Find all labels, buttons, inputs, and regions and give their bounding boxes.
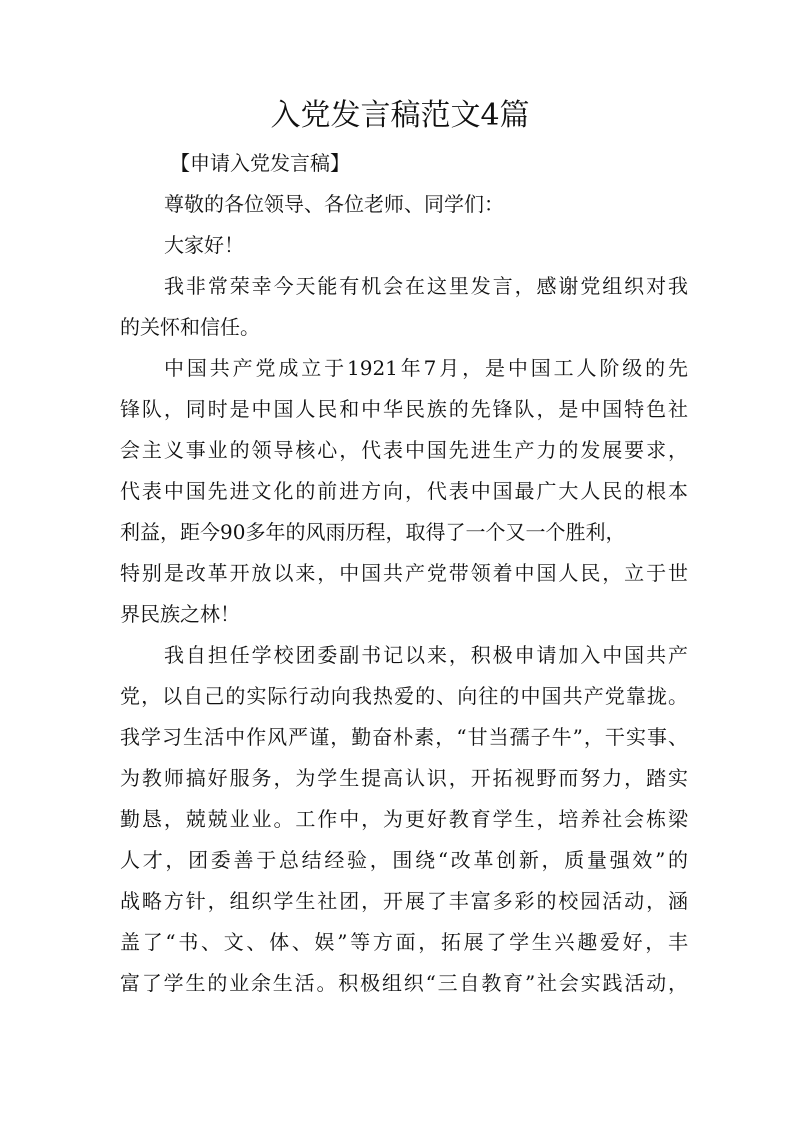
paragraph-line: 盖了“书、文、体、娱”等方面，拓展了学生兴趣爱好，丰 [120,930,688,954]
document-title: 入党发言稿范文4篇 [270,98,530,133]
paragraph-line: 界民族之林！ [120,602,240,626]
paragraph-line: 我非常荣幸今天能有机会在这里发言，感谢党组织对我 [164,274,688,298]
paragraph-line: 会主义事业的领导核心，代表中国先进生产力的发展要求， [120,438,688,462]
paragraph-line: 我学习生活中作风严谨，勤奋朴素，“甘当孺子牛”，干实事、 [120,725,688,749]
paragraph-line: 中国共产党成立于1921年7月，是中国工人阶级的先 [164,356,688,380]
paragraph-line: 特别是改革开放以来，中国共产党带领着中国人民，立于世 [120,561,688,585]
section-heading: 【申请入党发言稿】 [170,151,350,175]
salutation-line: 尊敬的各位领导、各位老师、同学们： [164,192,504,216]
paragraph-line: 勤恳，兢兢业业。工作中，为更好教育学生，培养社会栋梁 [120,807,688,831]
paragraph-line: 利益，距今90多年的风雨历程，取得了一个又一个胜利， [120,520,626,544]
paragraph-line: 富了学生的业余生活。积极组织“三自教育”社会实践活动， [120,971,688,995]
greeting-line: 大家好！ [164,233,244,257]
paragraph-line: 人才，团委善于总结经验，围绕“改革创新，质量强效”的 [120,848,688,872]
document-body [120,143,688,1004]
paragraph-line: 为教师搞好服务，为学生提高认识，开拓视野而努力，踏实 [120,766,688,790]
paragraph-line: 党，以自己的实际行动向我热爱的、向往的中国共产党靠拢。 [120,684,688,708]
paragraph-line: 战略方针，组织学生社团，开展了丰富多彩的校园活动，涵 [120,889,688,913]
paragraph-line: 的关怀和信任。 [120,315,260,339]
paragraph-line: 代表中国先进文化的前进方向，代表中国最广大人民的根本 [120,479,688,503]
paragraph-line: 锋队，同时是中国人民和中华民族的先锋队，是中国特色社 [120,397,688,421]
paragraph-line: 我自担任学校团委副书记以来，积极申请加入中国共产 [164,643,688,667]
